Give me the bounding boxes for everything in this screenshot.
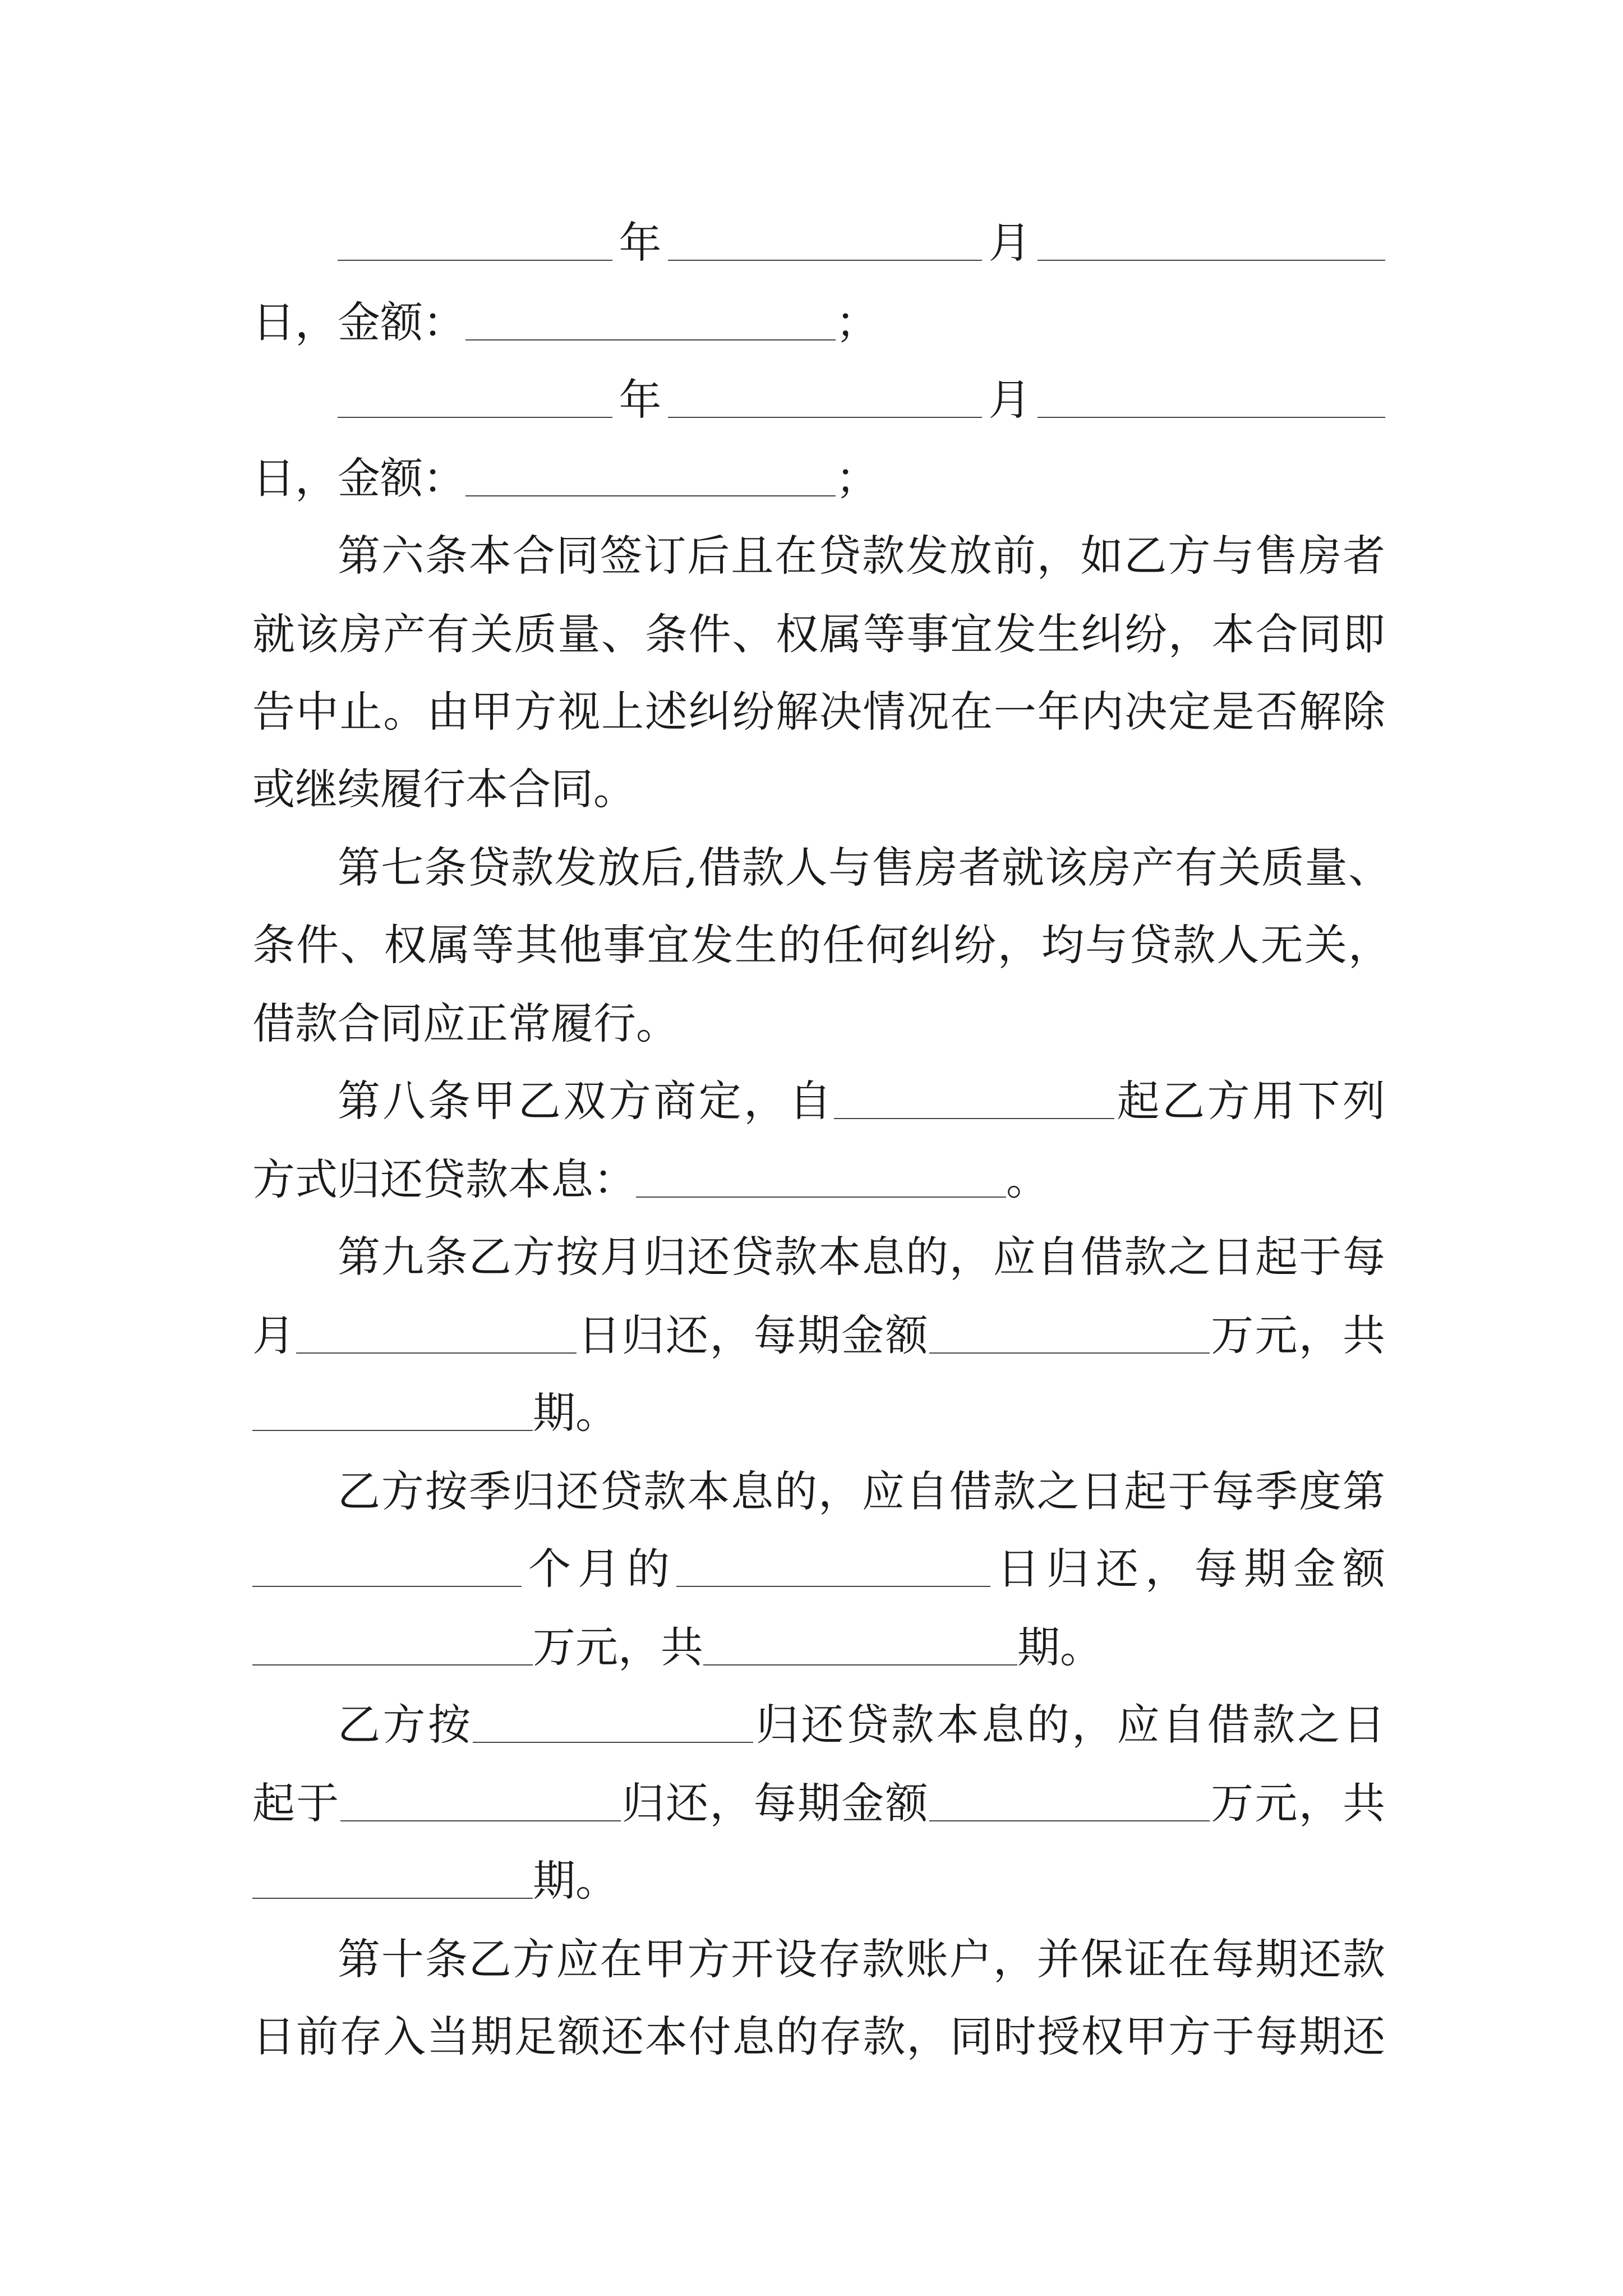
article-7-line-3: 借款合同应正常履行。	[252, 999, 679, 1048]
day-blank[interactable]	[1038, 219, 1385, 261]
quarterly-amount-blank[interactable]	[252, 1624, 533, 1665]
article-7-line-1: 第七条贷款发放后,借款人与售房者就该房产有关质量、	[338, 843, 1391, 892]
article-10-line-2: 日前存入当期足额还本付息的存款，同时授权甲方于每期还	[252, 2012, 1385, 2062]
year-blank[interactable]	[338, 219, 612, 261]
article-6-line-1: 第六条本合同签订后且在贷款发放前，如乙方与售房者	[338, 531, 1385, 581]
quarterly-periods-blank[interactable]	[703, 1624, 1017, 1665]
quarterly-line-2: 个月的 日归还，每期金额	[252, 1528, 1385, 1610]
monthly-periods-blank[interactable]	[252, 1389, 533, 1431]
other-line-2: 起于 归还，每期金额 万元，共	[252, 1778, 1386, 1828]
date-row-2: 年 月	[252, 359, 1385, 441]
quarterly-day-blank[interactable]	[676, 1545, 990, 1587]
amount-row-2: 日，金额： ；	[252, 453, 878, 503]
article-8-line-1: 第八条甲乙双方商定，自 起乙方用下列	[338, 1076, 1386, 1126]
article-10-line-1: 第十条乙方应在甲方开设存款账户，并保证在每期还款	[338, 1934, 1385, 1984]
year-blank[interactable]	[338, 376, 612, 418]
article-6-line-3: 告中止。由甲方视上述纠纷解决情况在一年内决定是否解除	[252, 687, 1385, 737]
quarterly-line-1: 乙方按季归还贷款本息的，应自借款之日起于每季度第	[338, 1466, 1385, 1516]
monthly-day-blank[interactable]	[296, 1312, 577, 1354]
other-periods-blank[interactable]	[252, 1857, 533, 1899]
start-date-blank[interactable]	[834, 1078, 1114, 1119]
quarterly-month-blank[interactable]	[252, 1545, 522, 1587]
article-8-line-2: 方式归还贷款本息： 。	[252, 1154, 1049, 1204]
day-blank[interactable]	[1038, 376, 1385, 418]
article-9-line-3: 期。	[252, 1372, 1385, 1454]
other-method-blank[interactable]	[473, 1701, 753, 1743]
article-7-line-2: 条件、权属等其他事宜发生的任何纠纷，均与贷款人无关，	[252, 920, 1391, 970]
other-line-1: 乙方按 归还贷款本息的，应自借款之日	[338, 1700, 1386, 1750]
amount-blank[interactable]	[465, 299, 836, 341]
other-amount-blank[interactable]	[929, 1780, 1210, 1821]
article-6-line-4: 或继续履行本合同。	[252, 764, 636, 814]
amount-row-1: 日，金额： ；	[252, 297, 878, 347]
article-9-line-1: 第九条乙方按月归还贷款本息的，应自借款之日起于每	[338, 1232, 1385, 1282]
other-date-blank[interactable]	[340, 1780, 621, 1821]
date-row-1: 年 月	[252, 202, 1385, 284]
article-9-line-2: 月 日归还，每期金额 万元，共	[252, 1310, 1386, 1360]
article-6-line-2: 就该房产有关质量、条件、权属等事宜发生纠纷，本合同即	[252, 609, 1385, 659]
other-line-3: 期。	[252, 1840, 1385, 1922]
amount-blank[interactable]	[465, 455, 836, 496]
month-blank[interactable]	[668, 219, 982, 261]
month-blank[interactable]	[668, 376, 982, 418]
repayment-method-blank[interactable]	[636, 1156, 1006, 1198]
quarterly-line-3: 万元，共 期。	[252, 1607, 1385, 1688]
monthly-amount-blank[interactable]	[929, 1312, 1210, 1354]
